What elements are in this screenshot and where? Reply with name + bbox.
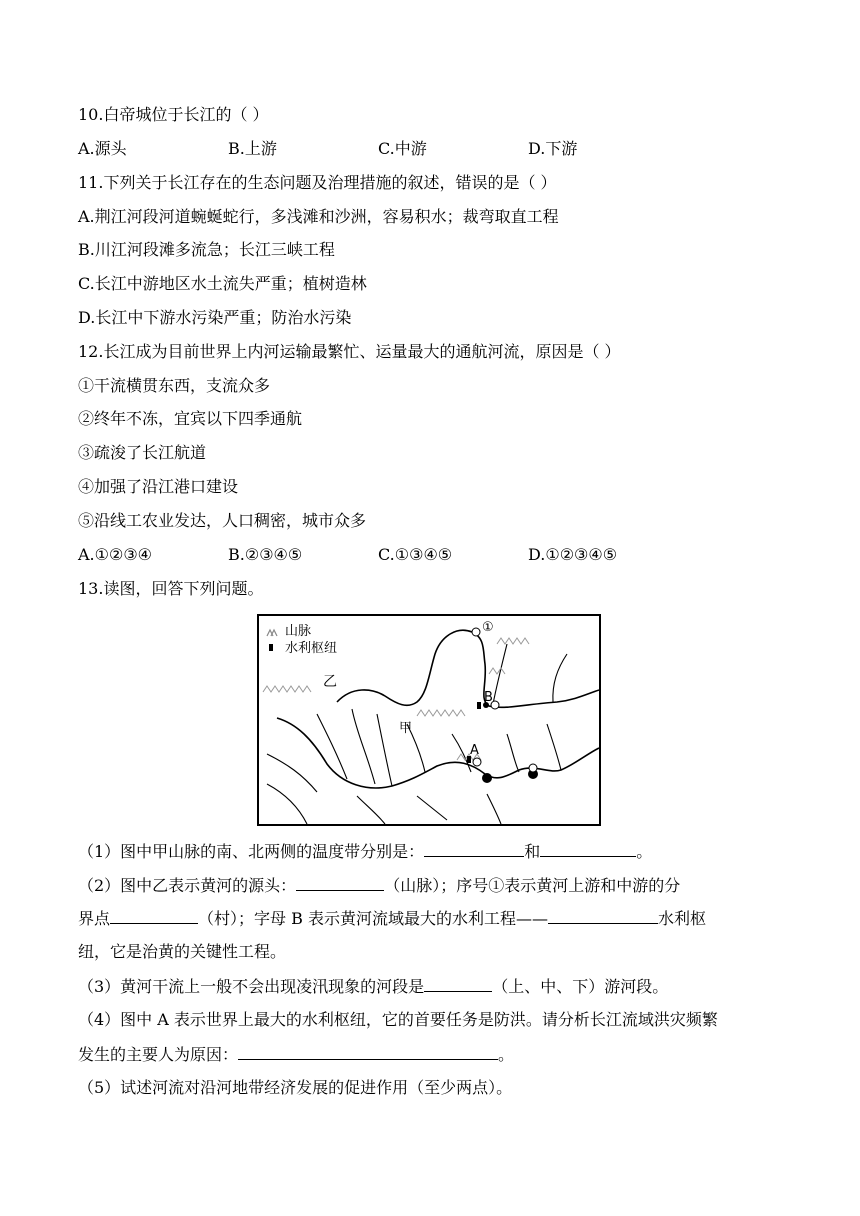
answer-blank[interactable] — [296, 874, 384, 891]
q13-sub4-text-b: 发生的主要人为原因： — [78, 1045, 239, 1064]
q13-sub1-text-b: 和 — [524, 842, 541, 861]
q10-option-c: C.中游 — [378, 139, 427, 158]
answer-blank[interactable] — [238, 1043, 498, 1060]
label-b: B — [484, 690, 493, 705]
q12-item-4: ④加强了沿江港口建设 — [78, 477, 239, 496]
label-jia: 甲 — [399, 721, 413, 736]
q10-option-b: B.上游 — [228, 139, 277, 158]
q13-sub4-line1: （4）图中 A 表示世界上最大的水利枢纽，它的首要任务是防洪。请分析长江流域洪灾频繁 — [78, 1010, 718, 1029]
city-marker — [473, 758, 481, 766]
circle-1-marker — [472, 628, 480, 636]
answer-blank[interactable] — [424, 840, 524, 857]
q13-stem: 13.读图，回答下列问题。 — [78, 579, 264, 598]
q13-sub2-text-e: 水利枢 — [657, 909, 706, 928]
q13-sub4-text-c: 。 — [498, 1045, 515, 1064]
q13-sub3 — [78, 975, 668, 998]
answer-blank[interactable] — [110, 907, 198, 924]
q12-item-5: ⑤沿线工农业发达，人口稠密，城市众多 — [78, 511, 367, 530]
q10-option-d: D.下游 — [528, 139, 578, 158]
legend-dam-icon — [269, 644, 273, 651]
q13-sub2-text-c: 界点 — [78, 909, 111, 928]
q13-sub2-line3: 纽，它是治黄的关键性工程。 — [78, 942, 287, 961]
q13-sub1-text-c: 。 — [636, 842, 653, 861]
q12-option-d: D.①②③④⑤ — [528, 545, 618, 564]
q13-sub5: （5）试述河流对沿河地带经济发展的促进作用（至少两点）。 — [78, 1078, 513, 1097]
q13-sub2-text-d: （村）；字母 B 表示黄河流域最大的水利工程—— — [198, 909, 548, 928]
q12-stem: 12.长江成为目前世界上内河运输最繁忙、运量最大的通航河流，原因是（ ） — [78, 342, 621, 361]
q10-stem: 10.白帝城位于长江的（ ） — [78, 105, 269, 124]
q13-sub2-text-b: （山脉）；序号①表示黄河上游和中游的分 — [384, 876, 681, 895]
q12-item-1: ①干流横贯东西，支流众多 — [78, 376, 271, 395]
q11-option-a: A.荆江河段河道蜿蜒蛇行，多浅滩和沙洲，容易积水；裁弯取直工程 — [78, 207, 559, 226]
dam-b-icon — [477, 702, 481, 709]
city-marker — [529, 764, 537, 772]
q12-item-3: ③疏浚了长江航道 — [78, 443, 207, 462]
label-circle-1: ① — [482, 620, 494, 635]
q12-option-c: C.①③④⑤ — [378, 545, 453, 564]
q11-option-b: B.川江河段滩多流急；长江三峡工程 — [78, 240, 335, 259]
river-map — [257, 614, 601, 826]
q12-item-2: ②终年不冻，宜宾以下四季通航 — [78, 409, 303, 428]
q11-option-c: C.长江中游地区水土流失严重；植树造林 — [78, 274, 367, 293]
label-yi: 乙 — [323, 674, 337, 690]
q13-sub1-text-a: （1）图中甲山脉的南、北两侧的温度带分别是： — [78, 842, 425, 861]
legend-mountain-label: 山脉 — [285, 624, 312, 639]
q13-sub4-line2 — [78, 1043, 514, 1066]
q13-sub3-text-b: （上、中、下）游河段。 — [492, 977, 669, 996]
q10-option-a: A.源头 — [78, 139, 127, 158]
legend-dam-label: 水利枢纽 — [285, 641, 338, 656]
q11-stem: 11.下列关于长江存在的生态问题及治理措施的叙述，错误的是（ ） — [78, 173, 557, 192]
q13-sub1 — [78, 840, 652, 863]
answer-blank[interactable] — [424, 975, 492, 992]
answer-blank[interactable] — [540, 840, 636, 857]
label-a: A — [470, 743, 479, 758]
answer-blank[interactable] — [548, 907, 658, 924]
q13-sub3-text-a: （3）黄河干流上一般不会出现凌汛现象的河段是 — [78, 977, 425, 996]
q13-sub2-line1 — [78, 874, 680, 897]
q12-option-b: B.②③④⑤ — [228, 545, 303, 564]
q13-sub2-text-a: （2）图中乙表示黄河的源头： — [78, 876, 297, 895]
q12-option-a: A.①②③④ — [78, 545, 153, 564]
city-marker — [482, 773, 492, 783]
q13-sub2-line2 — [78, 907, 706, 930]
q11-option-d: D.长江中下游水污染严重；防治水污染 — [78, 308, 352, 327]
